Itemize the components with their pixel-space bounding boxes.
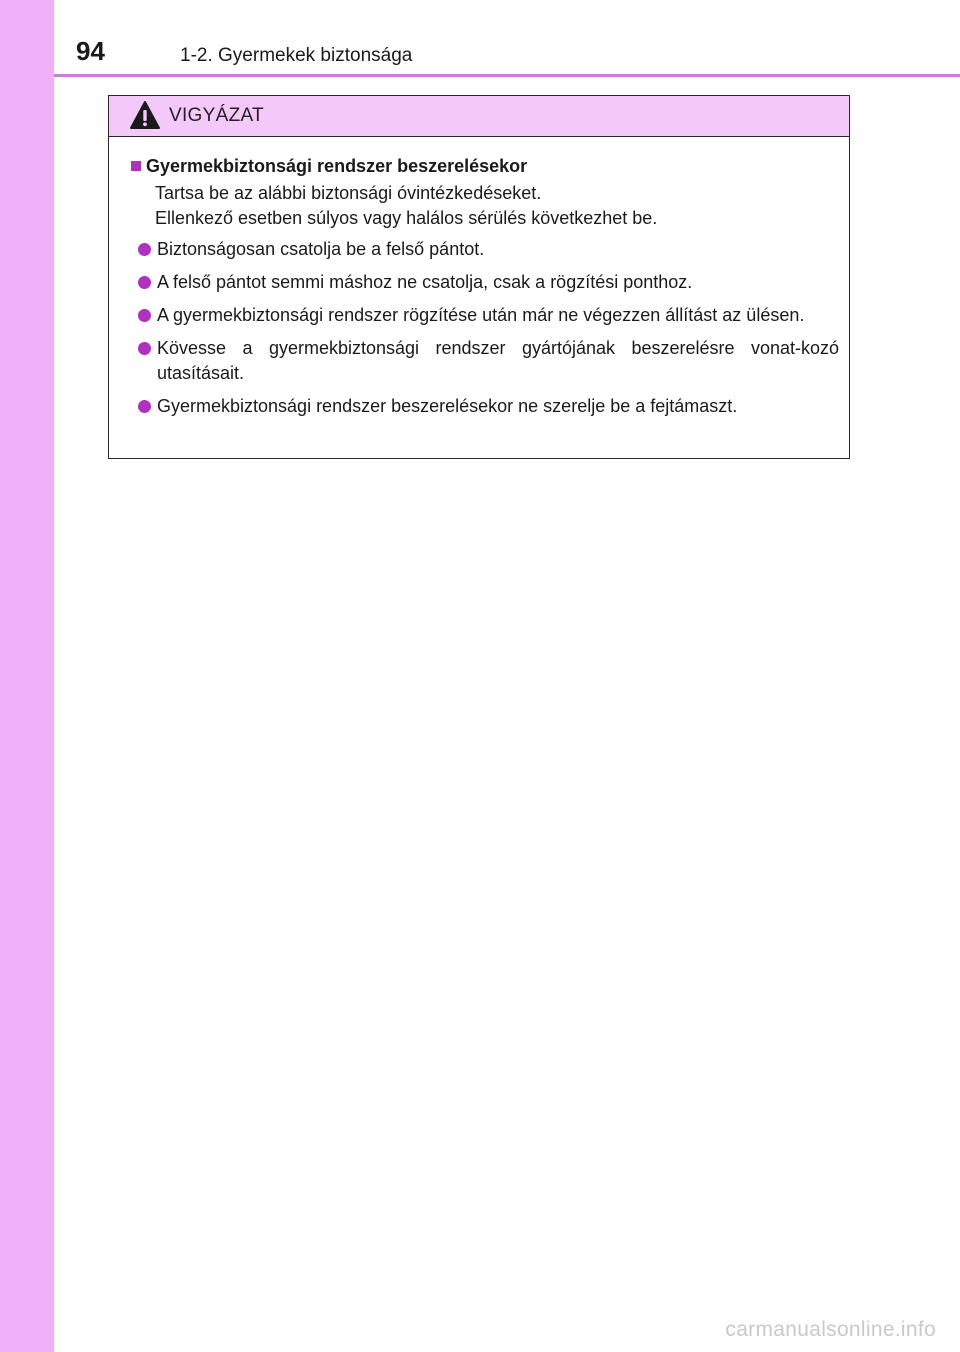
caution-intro [133,181,841,231]
list-item [131,237,841,262]
page-number: 94 [76,36,105,66]
bullet-dot-icon [138,400,151,413]
watermark: carmanualsonline.info [725,1318,936,1341]
caution-title: VIGYÁZAT [169,105,264,126]
list-item-text: A gyermekbiztonsági rendszer rögzítése után már ne végezzen állítást az ülésen. [157,305,805,325]
caution-body [109,137,849,419]
bullet-dot-icon [138,309,151,322]
bullet-dot-icon [138,342,151,355]
caution-list [131,237,841,419]
section-title: 1-2. Gyermekek biztonsága [180,45,413,66]
bullet-dot-icon [138,276,151,289]
list-item-text: Gyermekbiztonsági rendszer beszerelésekor ne szerelje be a fejtámaszt. [157,396,738,416]
list-item [131,336,841,386]
warning-triangle-icon [129,100,161,130]
bullet-dot-icon [138,243,151,256]
header-rule [54,74,960,77]
caution-intro-line-2: Ellenkező esetben súlyos vagy halálos sérülés következhet be. [155,208,658,228]
square-bullet-icon [131,161,141,171]
caution-subheading-text: Gyermekbiztonsági rendszer beszerelésekor [146,156,528,176]
list-item-text: A felső pántot semmi máshoz ne csatolja, csak a rögzítési ponthoz. [157,272,693,292]
caution-box [108,95,850,459]
list-item-text: Biztonságosan csatolja be a felső pántot. [157,239,485,259]
side-color-band [0,0,54,1352]
list-item [131,303,841,328]
list-item [131,394,841,419]
caution-subheading [131,153,841,179]
list-item-text: Kövesse a gyermekbiztonsági rendszer gyártójának beszerelésre vonat-kozó utasításait. [157,338,839,383]
list-item [131,270,841,295]
caution-header [109,96,849,137]
caution-intro-line-1: Tartsa be az alábbi biztonsági óvintézkedéseket. [155,183,542,203]
